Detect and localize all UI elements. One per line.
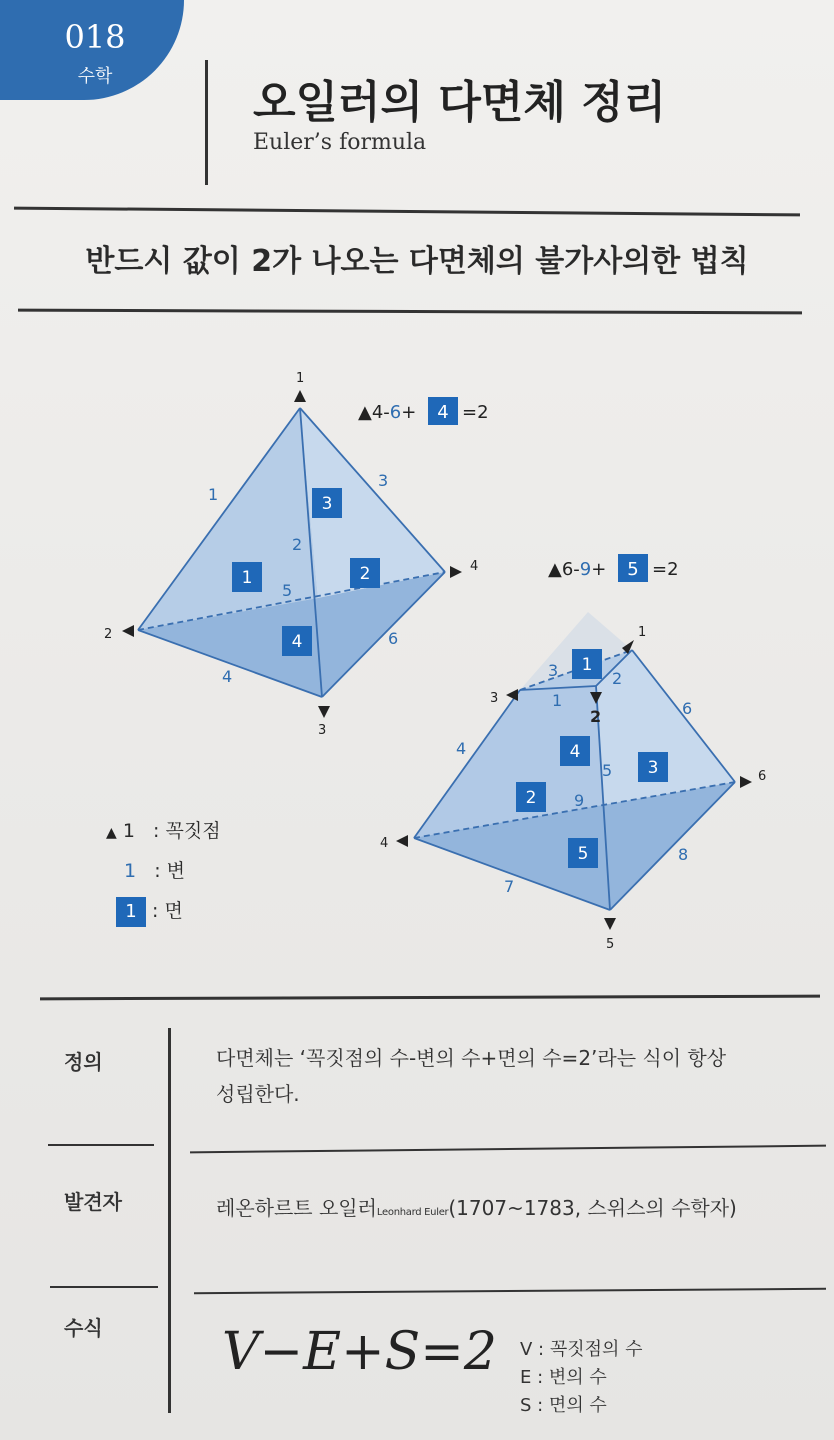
title-divider: [205, 60, 208, 185]
vertex-marker-icon: [122, 625, 134, 637]
vertex-label: 2: [104, 627, 113, 642]
face-number: 3: [647, 758, 659, 778]
legend-face: [116, 896, 183, 927]
table-rule: [50, 1286, 158, 1288]
legend-vertex-text: : 꼭짓점: [153, 820, 221, 842]
edge-label: 4: [456, 739, 467, 758]
edge-label: 2: [612, 669, 623, 688]
edge-label: 2: [292, 535, 303, 554]
triangle-icon: ▲: [106, 825, 117, 841]
vertex-marker-icon: [604, 918, 616, 930]
vertex-label: 3: [318, 723, 327, 738]
trunc-equation-faces: 5: [627, 559, 639, 580]
euler-formula: V−E+S=2: [222, 1322, 497, 1382]
variable-s: S : 면의 수: [520, 1395, 607, 1416]
edge-label: 9: [574, 791, 585, 810]
variable-e: E : 변의 수: [520, 1367, 607, 1388]
vertex-label: 2: [590, 707, 602, 726]
edge-label: 3: [378, 471, 389, 490]
chapter-number: 018: [64, 18, 126, 56]
tetra-equation-faces: 4: [437, 402, 449, 423]
edge-label: 1: [552, 691, 563, 710]
legend-vertex: [106, 816, 221, 843]
chapter-category: 수학: [77, 66, 113, 87]
vertex-marker-icon: [740, 776, 752, 788]
edge-label: 6: [682, 699, 693, 718]
edge-label: 6: [388, 629, 399, 648]
edge-label: 1: [208, 485, 219, 504]
tetra-equation: ▲4-6+: [358, 402, 417, 423]
legend-edge-text: : 변: [154, 860, 186, 882]
discoverer-label: 발견자: [64, 1190, 122, 1214]
legend-face-box: 1: [116, 897, 146, 927]
vertex-label: 4: [380, 836, 389, 851]
vertex-marker-icon: [318, 706, 330, 718]
face-number: 2: [359, 564, 371, 584]
tetra-equation-result: =2: [462, 402, 489, 423]
definition-text: [216, 1040, 726, 1112]
vertex-marker-icon: [396, 835, 408, 847]
discoverer-name: 레온하르트 오일러: [216, 1196, 377, 1220]
tetrahedron: [104, 371, 489, 738]
discoverer-detail: (1707~1783, 스위스의 수학자): [448, 1196, 737, 1220]
definition-line-2: 성립한다.: [216, 1082, 300, 1106]
face-number: 3: [321, 494, 333, 514]
page-title: 오일러의 다면체 정리: [253, 77, 667, 128]
table-rule: [190, 1145, 826, 1154]
definition-label: 정의: [64, 1050, 103, 1074]
vertex-label: 1: [638, 625, 647, 640]
formula-label: 수식: [64, 1316, 103, 1340]
face-number: 4: [569, 742, 581, 762]
table-rule: [194, 1288, 826, 1294]
edge-label: 5: [602, 761, 613, 780]
vertex-label: 1: [296, 371, 305, 386]
page-subtitle: Euler’s formula: [253, 130, 427, 155]
table-column-divider: [168, 1028, 171, 1413]
rule-top: [14, 207, 800, 217]
legend-edge-num: 1: [124, 860, 137, 882]
legend-edge: [124, 856, 185, 883]
discoverer-text: [216, 1190, 737, 1231]
headline: 반드시 값이 2가 나오는 다면체의 불가사의한 법칙: [85, 244, 749, 279]
definition-line-1: 다면체는 ‘꼭짓점의 수-변의 수+면의 수=2’라는 식이 항상: [216, 1046, 727, 1070]
rule-under-headline: [18, 309, 802, 315]
formula-variables: [520, 1336, 642, 1420]
edge-label: 7: [504, 877, 515, 896]
table-rule-top: [40, 995, 820, 1001]
vertex-marker-icon: [294, 390, 306, 402]
vertex-label: 4: [470, 559, 479, 574]
truncated-pyramid: [380, 554, 766, 952]
edge-label: 4: [222, 667, 233, 686]
legend-face-text: : 면: [152, 900, 183, 922]
vertex-marker-icon: [506, 689, 518, 701]
legend-vertex-num: 1: [122, 820, 135, 842]
face-number: 1: [241, 568, 253, 588]
edge-label: 3: [548, 661, 559, 680]
face-number: 1: [581, 655, 593, 675]
vertex-label: 6: [758, 769, 767, 784]
vertex-label: 5: [606, 937, 615, 952]
variable-v: V : 꼭짓점의 수: [520, 1339, 643, 1360]
trunc-equation-result: =2: [652, 559, 679, 580]
discoverer-latin: Leonhard Euler: [376, 1207, 449, 1218]
trunc-equation: ▲6-9+: [548, 559, 607, 580]
face-number: 5: [577, 844, 589, 864]
edge-label: 8: [678, 845, 689, 864]
table-rule: [48, 1144, 154, 1146]
edge-label: 5: [282, 581, 293, 600]
face-number: 4: [291, 632, 303, 652]
vertex-label: 3: [490, 691, 499, 706]
face-number: 2: [525, 788, 537, 808]
polyhedra-figure: [0, 340, 834, 980]
vertex-marker-icon: [450, 566, 462, 578]
